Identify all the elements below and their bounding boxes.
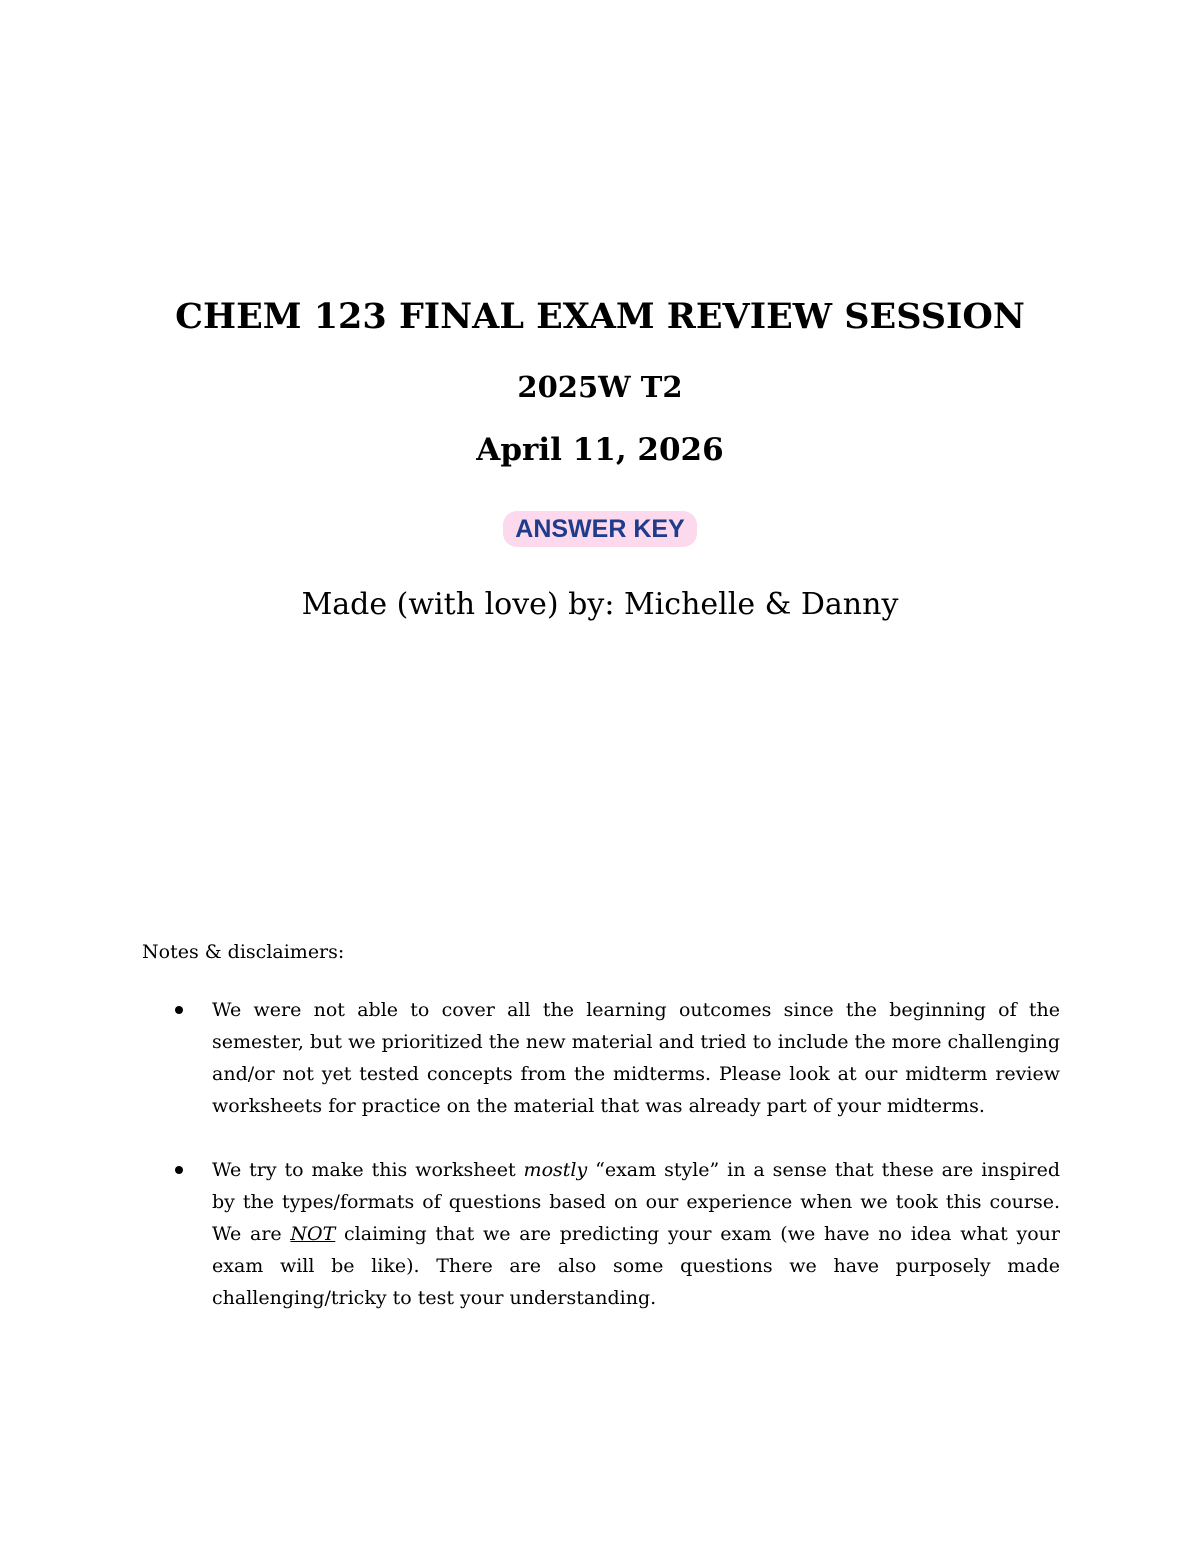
- note-text-part: We try to make this worksheet: [212, 1159, 524, 1181]
- term-label: 2025W T2: [517, 370, 683, 404]
- note-text: We were not able to cover all the learning outcomes since the beginning of the semester, but we prioritized the new material and tried to include the more challenging and/or not yet tested concepts from the midterms. Please look at our midterm review worksheets for practice on the material that was already part of your midterms.: [212, 999, 1060, 1117]
- note-text-part: claiming that we are predicting your exam (we have no idea what your exam will be like). There are also some questions we have purposely made challenging/tricky to test your understanding.: [212, 1223, 1060, 1309]
- answer-key-badge-wrapper: [0, 511, 1200, 547]
- session-date: April 11, 2026: [476, 432, 724, 468]
- answer-key-badge: ANSWER KEY: [503, 511, 696, 547]
- page-title: CHEM 123 FINAL EXAM REVIEW SESSION: [175, 296, 1025, 337]
- notes-list: [142, 994, 1060, 1346]
- notes-heading: Notes & disclaimers:: [142, 941, 345, 963]
- bullet-icon: [175, 1006, 183, 1014]
- note-emphasis: mostly: [523, 1159, 588, 1181]
- authors-line: Made (with love) by: Michelle & Danny: [301, 587, 899, 622]
- note-item: [142, 994, 1060, 1122]
- bullet-icon: [175, 1166, 183, 1174]
- note-emphasis-underlined: NOT: [290, 1223, 336, 1245]
- note-item: [142, 1154, 1060, 1314]
- note-text-part: “exam style” in a sense that these are inspired by the types/formats of questions based on our experience when we took this course. We are: [212, 1159, 1060, 1245]
